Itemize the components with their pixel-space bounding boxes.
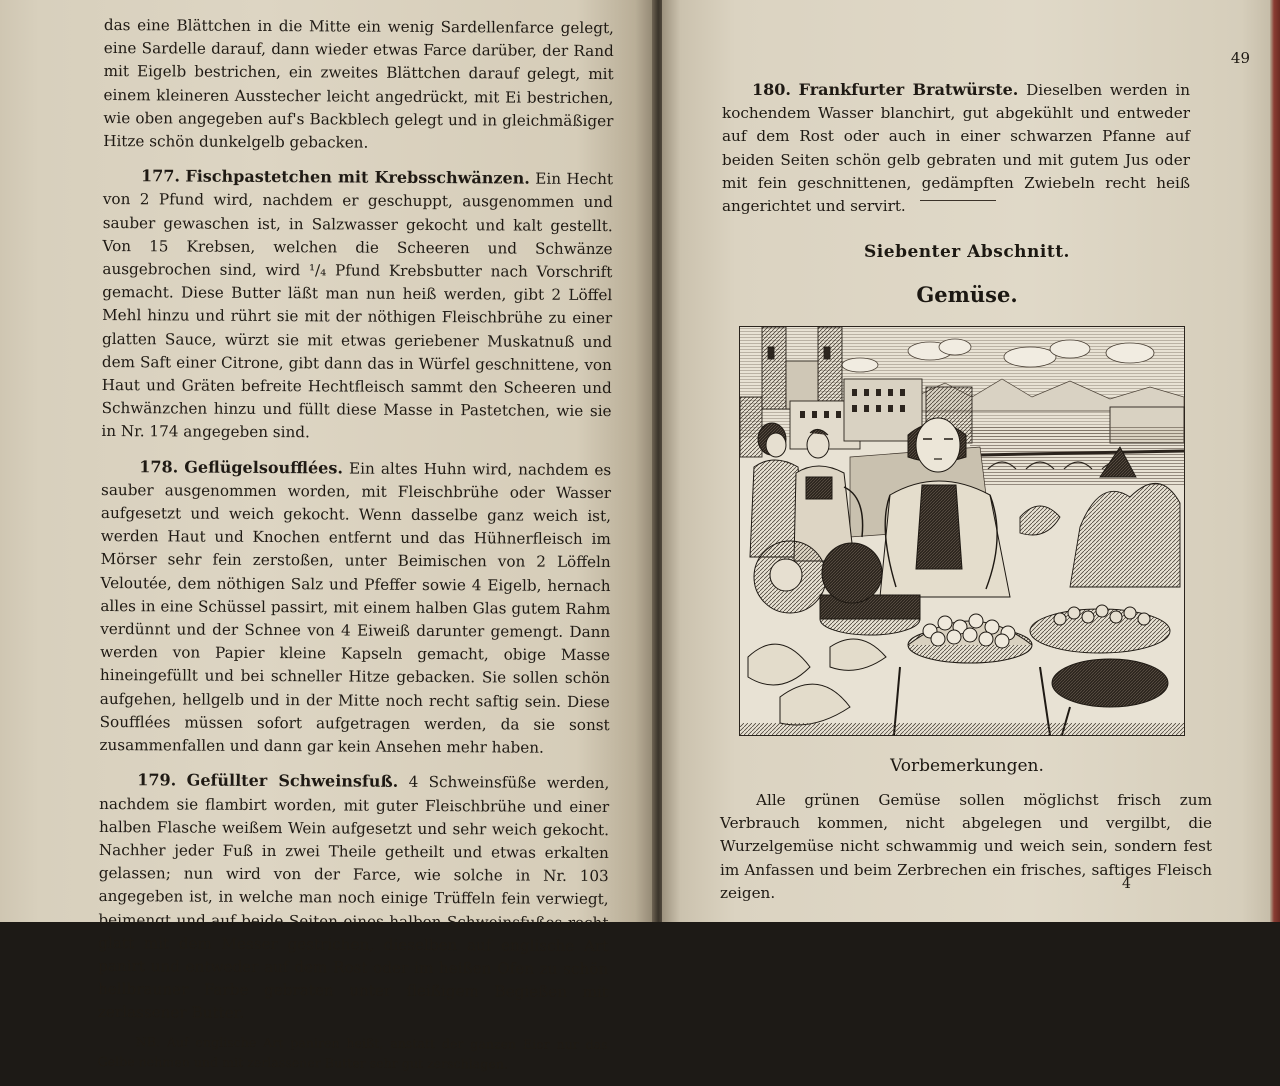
signature-mark: 4 — [1122, 876, 1131, 892]
recipe-text: Ein Hecht von 2 Pfund wird, nachdem er geschuppt, ausgenommen und sauber gewaschen ist, in Salzwasser gekocht und kalt gestellt. Von 15 Krebsen, welchen die Scheeren und Schwänze ausgebrochen sind, wird ¹/₄ Pfund Krebsbutter nach Vorschrift gemacht. Diese Butter läßt man nun heiß werden, gibt 2 Löffel Mehl hinzu und rührt sie mit der nöthigen Fleischbrühe zu einer glatten Sauce, würzt sie mit etwas geriebener Muskatnuß und dem Saft einer Citrone, gibt dann das in Würfel geschnittene, von Haut und Gräten befreite Hechtfleisch sammt den Scheeren und Schwänzchen hinzu und füllt diese Masse in Pastetchen, wie sie in Nr. 174 angegeben sind. — [101, 169, 614, 442]
market-engraving-illustration — [739, 326, 1185, 736]
recipe-heading: Frankfurter Bratwürste. — [798, 80, 1019, 99]
section-title: Siebenter Abschnitt. — [864, 242, 1070, 262]
recipe-number: 179. — [137, 770, 177, 790]
paragraph-text: das eine Blättchen in die Mitte ein wenig Sardellenfarce gelegt, eine Sardelle darauf, dann wieder etwas Farce darüber, der Rand mit Eigelb bestrichen, ein zweites Blättchen darauf gelegt, mit einem kleineren Ausstecher leicht angedrückt, mit Ei bestrichen, wie oben angegeben auf's Backblech gelegt und in gleichmäßiger Hitze schön dunkelgelb gebacken. — [103, 15, 614, 152]
recipe-177 — [101, 164, 613, 447]
page-number: 49 — [1230, 49, 1250, 67]
section-divider — [920, 200, 996, 201]
recipe-text: Ein altes Huhn wird, nachdem es sauber ausgenommen worden, mit Fleischbrühe oder Wasser aufgesetzt und weich gekocht. Wenn dasselbe ganz weich ist, werden Haut und Knochen entfernt und das Hühnerfleisch im Mörser sehr fein zerstoßen, unter Beimischen von 2 Löffeln Veloutée, dem nöthigen Salz und Pfeffer sowie 4 Eigelb, hernach alles in eine Schüssel passirt, mit einem halben Glas gutem Rahm verdünnt und der Schnee von 4 Eiweiß darunter gemengt. Dann werden von Papier kleine Kapseln gemacht, obige Masse hineingefüllt und bei schneller Hitze gebacken. Sie sollen schön aufgehen, hellgelb und in der Mitte noch recht saftig sein. Diese Soufflées müssen sofort aufgetragen werden, da sie sonst zusammenfallen und dann gar kein Ansehen mehr haben. — [99, 459, 612, 757]
recipe-179 — [98, 768, 610, 1027]
recipe-heading: Gefüllter Schweinsfuß. — [186, 770, 399, 792]
recipe-180 — [722, 78, 1190, 218]
recipe-text: Dieselben werden in kochendem Wasser blanchirt, gut abgekühlt und entweder auf dem Rost oder auch in einer schwarzen Pfanne auf beiden Seiten schön gelb gebraten und mit gutem Jus oder mit fein geschnittenen, gedämpften Zwiebeln recht heiß angerichtet und servirt. — [722, 81, 1190, 216]
left-page-text — [97, 14, 614, 1086]
chapter-title: Gemüse. — [916, 282, 1018, 307]
recipe-number: 180. — [752, 80, 791, 99]
recipe-number: 177. — [140, 166, 181, 186]
recipe-heading: Geflügelsoufflées. — [184, 457, 344, 478]
recipe-178 — [99, 455, 611, 761]
recipe-number: 178. — [139, 456, 179, 477]
book-cover-edge — [1270, 0, 1280, 922]
recipe-text: 4 Schweinsfüße werden, nachdem sie flambirt worden, mit guter Fleischbrühe und einer halben Flasche weißem Wein aufgesetzt und sehr weich gekocht. Nachher jeder Fuß in zwei Theile getheilt und etwas erkalten gelassen; nun wird von der Farce, wie solche in Nr. 103 angegeben ist, in welche man noch einige Trüffeln fein verwiegt, beimengt und auf beide Seiten eines halben Schweinsfußes recht glatt mit dem Messer gestrichen, dieselben auf englische Art panirt und entweder auf dem Rost oder im heißen Ofen zu schön hellbrauner Farbe gebraten unter fleißigem Begießen mit zerlassener Butter. — [97, 773, 610, 1023]
footnote: NB. Auf englische Art paniren heißt, anstatt der ganzen Eier nur das Gelbe nehmen und mit zerlassener Butter sehr gut zerschlagen. — [97, 1033, 608, 1072]
recipe-heading: Fischpastetchen mit Krebsschwänzen. — [185, 166, 530, 188]
paragraph-continuation — [103, 14, 614, 156]
engraving-image — [740, 327, 1184, 735]
subheading: Vorbemerkungen. — [890, 756, 1044, 776]
right-page — [662, 0, 1272, 922]
preface-paragraph: Alle grünen Gemüse sollen möglichst frisch zum Verbrauch kommen, nicht abgelegen und vergilbt, die Wurzelgemüse nicht schwammig und weich sein, sondern fest im Anfassen und beim Zerbrechen ein frisches, saftiges Fleisch zeigen. — [720, 791, 1212, 902]
